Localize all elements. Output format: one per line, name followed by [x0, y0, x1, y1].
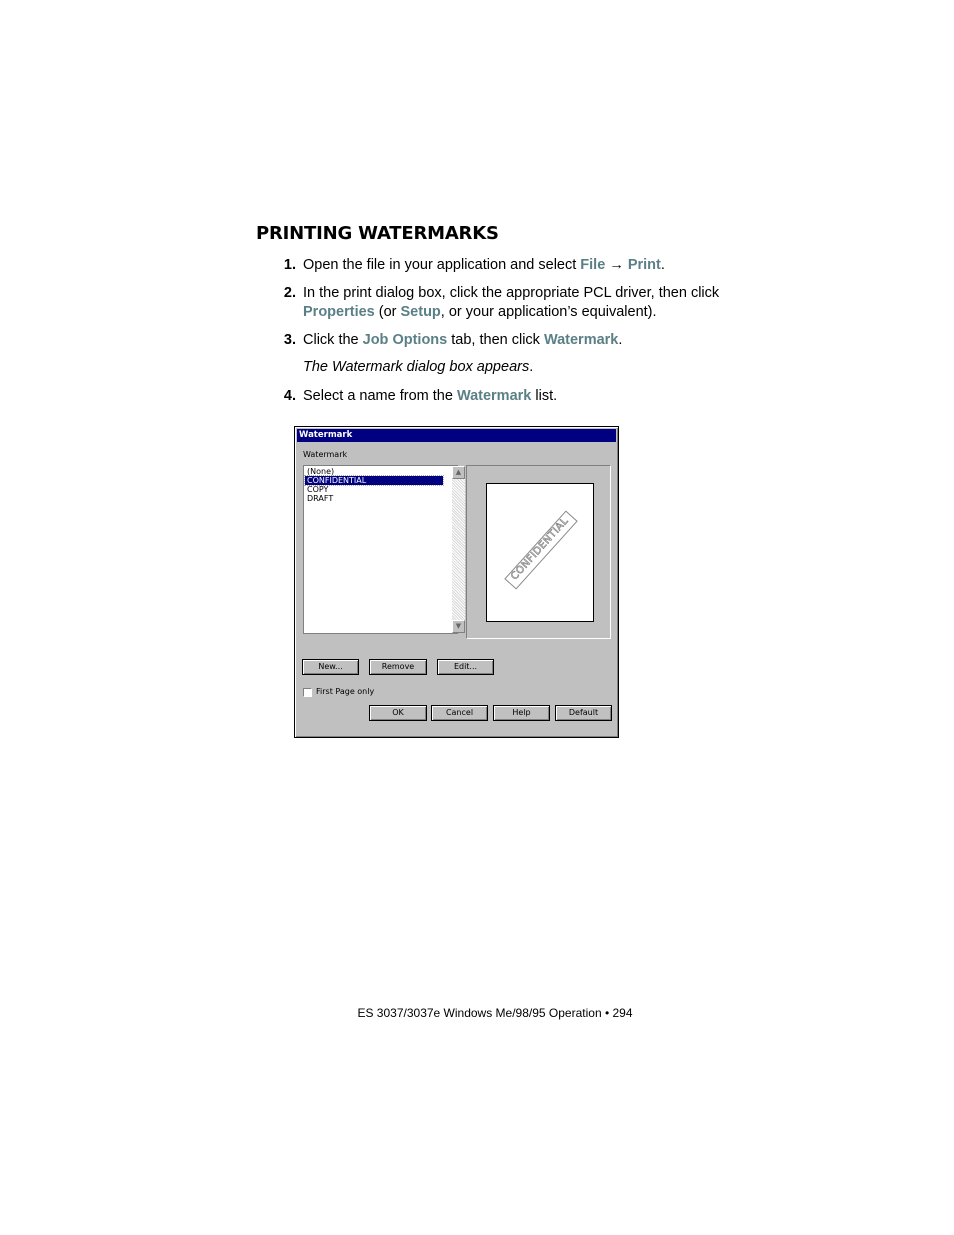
step-text-end: , or your application’s equivalent). — [440, 304, 657, 320]
list-item[interactable]: COPY — [307, 485, 329, 494]
keyword-watermark: Watermark — [456, 388, 532, 404]
help-button[interactable] — [493, 705, 550, 721]
default-button[interactable] — [555, 705, 612, 721]
first-page-only-checkbox[interactable] — [303, 688, 312, 697]
dialog-title: Watermark — [297, 429, 616, 442]
edit-button-label: Edit... — [453, 662, 478, 671]
step-text: Click the — [303, 332, 363, 348]
watermark-list-label: Watermark — [303, 450, 348, 459]
keyword-setup: Setup — [400, 304, 441, 320]
note-end: . — [529, 359, 534, 375]
step-number: 4. — [283, 388, 296, 404]
remove-button[interactable] — [369, 659, 427, 675]
step-1 — [276, 256, 746, 275]
result-note — [303, 359, 533, 375]
keyword-job-options: Job Options — [362, 332, 448, 348]
page-footer: ES 3037/3037e Windows Me/98/95 Operation • 294 — [357, 1006, 633, 1020]
list-item[interactable]: (None) — [307, 467, 335, 476]
preview-page — [486, 483, 594, 622]
cancel-button[interactable] — [431, 705, 488, 721]
page-heading: PRINTING WATERMARKS — [256, 223, 499, 244]
list-item[interactable]: DRAFT — [307, 494, 334, 503]
edit-button[interactable] — [437, 659, 494, 675]
watermark-list[interactable] — [303, 465, 462, 634]
note-text: The Watermark dialog box appears — [303, 359, 530, 375]
step-number: 3. — [283, 332, 296, 348]
step-text-mid: tab, then click — [447, 332, 544, 348]
watermark-preview — [466, 465, 611, 639]
keyword-watermark: Watermark — [543, 332, 619, 348]
step-text-end: . — [660, 257, 665, 273]
keyword-properties: Properties — [303, 304, 375, 320]
ok-button[interactable] — [369, 705, 427, 721]
step-text: Select a name from the — [303, 388, 457, 404]
step-3 — [276, 331, 746, 350]
preview-watermark — [504, 510, 577, 589]
preview-watermark-text: CONFIDENTIAL — [509, 515, 571, 583]
remove-button-label: Remove — [381, 662, 415, 671]
keyword-print: Print — [627, 257, 661, 273]
step-4 — [276, 387, 746, 406]
step-number: 1. — [283, 257, 296, 273]
new-button-label: New... — [318, 662, 343, 671]
step-2 — [276, 284, 746, 322]
watermark-dialog — [294, 426, 619, 738]
step-text-mid: (or — [374, 304, 401, 320]
new-button[interactable] — [302, 659, 359, 675]
step-text: Open the file in your application and select — [303, 257, 581, 273]
cancel-button-label: Cancel — [445, 708, 474, 717]
scroll-down-icon[interactable]: ▼ — [452, 620, 465, 633]
list-scrollbar[interactable] — [452, 466, 465, 633]
step-number: 2. — [283, 285, 296, 301]
step-text-end: . — [618, 332, 623, 348]
ok-button-label: OK — [392, 708, 404, 717]
keyword-file: File — [580, 257, 606, 273]
first-page-only-label: First Page only — [316, 687, 375, 696]
list-item-selected[interactable]: CONFIDENTIAL — [305, 476, 443, 485]
arrow-icon: → — [609, 257, 624, 273]
help-button-label: Help — [512, 708, 531, 717]
step-text-end: list. — [531, 388, 558, 404]
scroll-up-icon[interactable]: ▲ — [452, 466, 465, 479]
step-text: In the print dialog box, click the appropriate PCL driver, then click — [303, 285, 720, 301]
default-button-label: Default — [568, 708, 599, 717]
